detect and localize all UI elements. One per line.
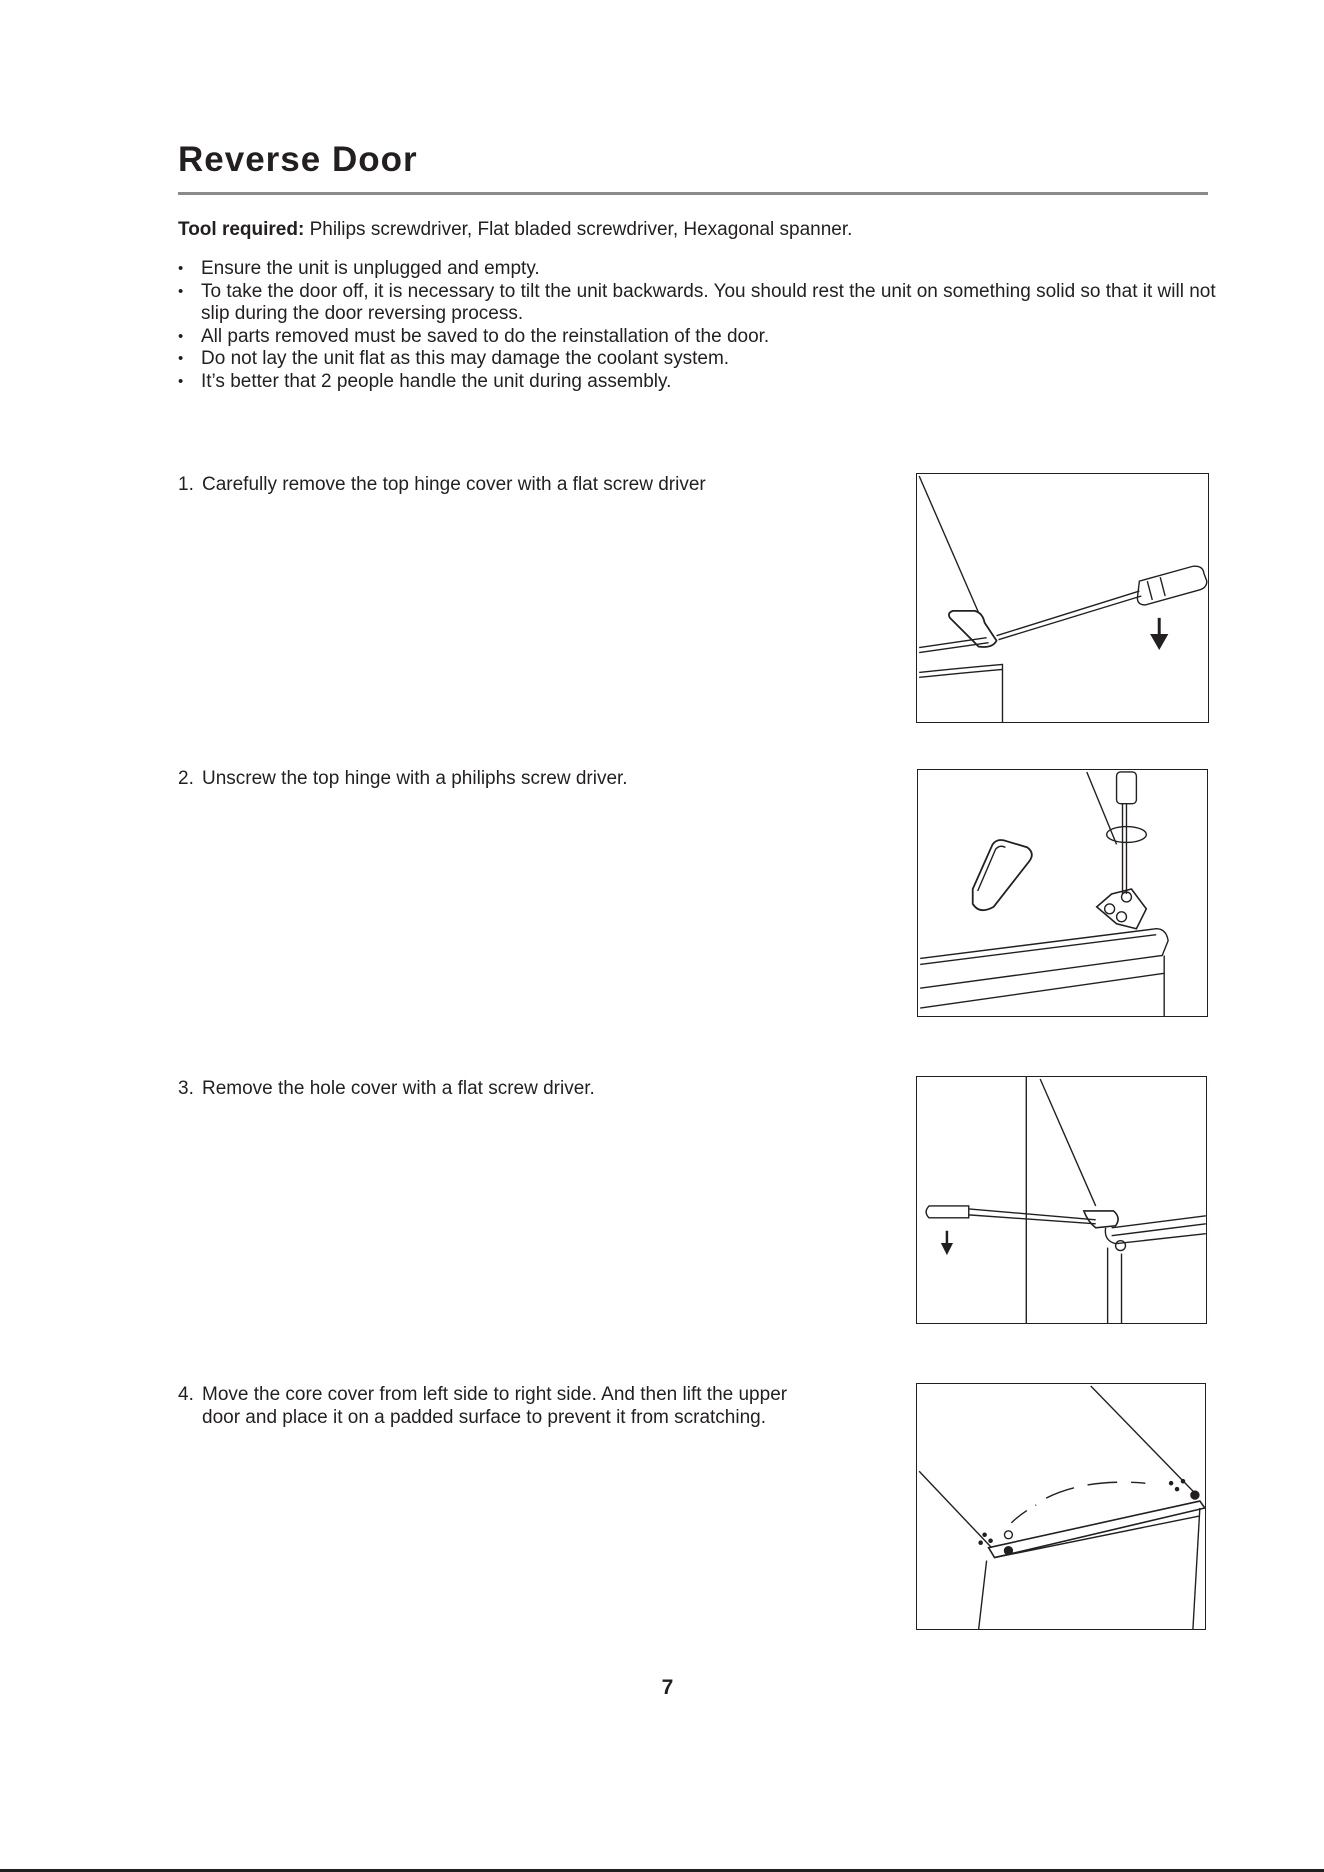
step-text: Move the core cover from left side to right side. And then lift the upper bbox=[202, 1384, 788, 1405]
unscrew-top-hinge-illustration bbox=[917, 769, 1208, 1017]
step-2 bbox=[178, 767, 878, 790]
page-number: 7 bbox=[661, 1676, 674, 1699]
step-text-continued: door and place it on a padded surface to prevent it from scratching. bbox=[202, 1407, 766, 1428]
list-item: • It’s better that 2 people handle the unit during assembly. bbox=[178, 371, 1218, 394]
step-number: 2. bbox=[178, 768, 194, 789]
step-1 bbox=[178, 473, 878, 496]
page-title: Reverse Door bbox=[178, 140, 418, 179]
move-core-cover-illustration bbox=[916, 1383, 1206, 1630]
step-number: 1. bbox=[178, 474, 194, 495]
list-item: • All parts removed must be saved to do the reinstallation of the door. bbox=[178, 326, 1218, 349]
tools-list: Philips screwdriver, Flat bladed screwdriver, Hexagonal spanner. bbox=[304, 219, 853, 240]
precautions-list bbox=[178, 258, 1218, 393]
step-4 bbox=[178, 1383, 878, 1429]
title-divider bbox=[178, 192, 1208, 195]
remove-hinge-cover-illustration bbox=[916, 473, 1209, 723]
step-number: 3. bbox=[178, 1078, 194, 1099]
remove-hole-cover-illustration bbox=[916, 1076, 1207, 1324]
list-item: • Ensure the unit is unplugged and empty. bbox=[178, 258, 1218, 281]
step-3 bbox=[178, 1077, 878, 1100]
tools-label: Tool required: bbox=[178, 219, 305, 240]
list-item: • Do not lay the unit flat as this may damage the coolant system. bbox=[178, 348, 1218, 371]
step-text: Remove the hole cover with a flat screw driver. bbox=[202, 1078, 595, 1099]
tools-required bbox=[178, 219, 852, 241]
step-text: Unscrew the top hinge with a philiphs screw driver. bbox=[202, 768, 628, 789]
list-item: • To take the door off, it is necessary to tilt the unit backwards. You should rest the unit on something solid so that it will not slip during the door reversing process. bbox=[178, 281, 1218, 326]
step-number: 4. bbox=[178, 1384, 194, 1405]
step-text: Carefully remove the top hinge cover with a flat screw driver bbox=[202, 474, 706, 495]
